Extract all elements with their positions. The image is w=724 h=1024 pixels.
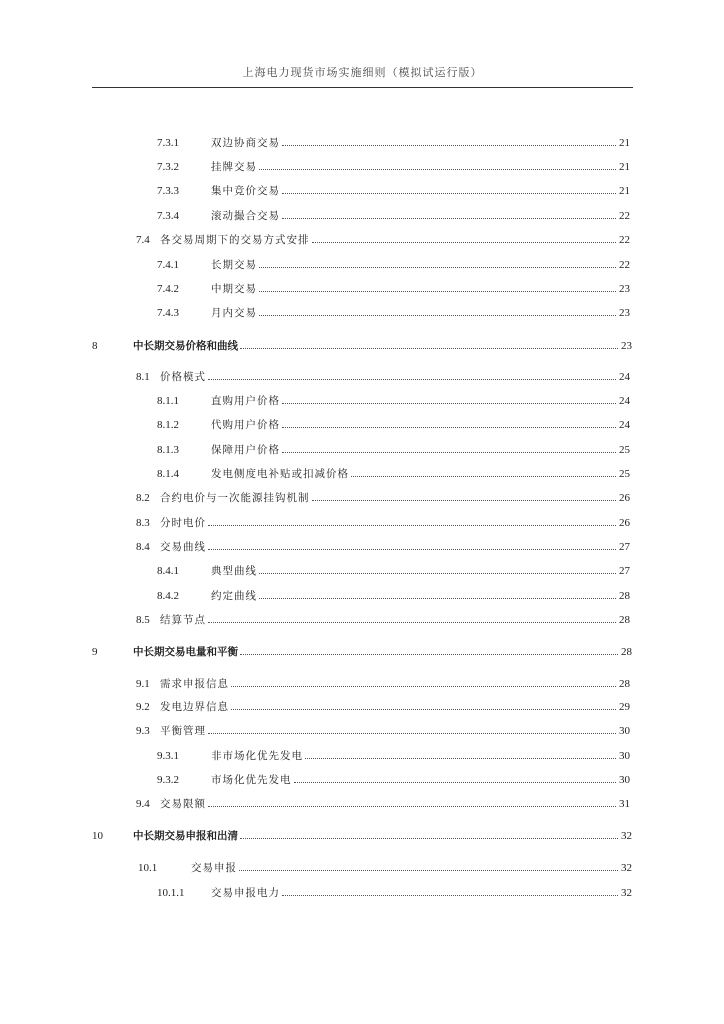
toc-entry-number: 8.5 — [136, 614, 150, 626]
toc-entry[interactable] — [157, 394, 630, 408]
toc-entry-title: 发电侧度电补贴或扣减价格 — [211, 468, 349, 480]
toc-entry[interactable] — [157, 773, 630, 787]
toc-entry-number: 8.2 — [136, 492, 150, 504]
toc-entry-number: 8.1.3 — [157, 444, 179, 456]
dot-leader — [208, 378, 616, 380]
toc-entry-number: 9.3 — [136, 725, 150, 737]
dot-leader — [259, 572, 616, 574]
dot-leader — [282, 426, 616, 428]
toc-entry[interactable] — [157, 589, 630, 603]
toc-entry-page: 30 — [619, 725, 630, 737]
dot-leader — [208, 732, 616, 734]
toc-entry-title: 集中竞价交易 — [211, 185, 280, 197]
toc-entry-number: 10.1 — [138, 862, 158, 874]
toc-entry-page: 21 — [619, 137, 630, 149]
toc-entry-page: 23 — [619, 307, 630, 319]
toc-entry-title: 典型曲线 — [211, 565, 257, 577]
toc-entry[interactable] — [136, 613, 630, 627]
dot-leader — [282, 144, 616, 146]
toc-entry-title: 滚动撮合交易 — [211, 210, 280, 222]
header-title: 上海电力现货市场实施细则（模拟试运行版） — [242, 66, 483, 79]
dot-leader — [208, 621, 616, 623]
toc-entry[interactable] — [136, 516, 630, 530]
dot-leader — [259, 597, 616, 599]
toc-entry-page: 25 — [619, 468, 630, 480]
dot-leader — [240, 347, 618, 349]
toc-entry-number: 9.3.2 — [157, 774, 179, 786]
toc-entry-page: 22 — [619, 210, 630, 222]
toc-entry-number: 7.4.3 — [157, 307, 179, 319]
toc-entry-page: 27 — [619, 565, 630, 577]
dot-leader — [240, 837, 618, 839]
toc-entry-title: 月内交易 — [211, 307, 257, 319]
dot-leader — [259, 168, 616, 170]
toc-entry-page: 28 — [621, 646, 632, 658]
toc-entry[interactable] — [136, 677, 630, 691]
toc-entry[interactable] — [136, 700, 630, 714]
toc-entry-number: 8 — [92, 340, 98, 352]
toc-entry[interactable] — [157, 306, 630, 320]
dot-leader — [231, 685, 616, 687]
toc-entry-number: 9.4 — [136, 798, 150, 810]
dot-leader — [259, 314, 616, 316]
dot-leader — [208, 805, 616, 807]
toc-entry-page: 28 — [619, 678, 630, 690]
toc-entry-number: 7.3.3 — [157, 185, 179, 197]
toc-entry-title: 需求申报信息 — [160, 678, 229, 690]
toc-entry-title: 发电边界信息 — [160, 701, 229, 713]
toc-entry-title: 平衡管理 — [160, 725, 206, 737]
dot-leader — [312, 241, 617, 243]
toc-entry-page: 26 — [619, 517, 630, 529]
toc-entry-title: 代购用户价格 — [211, 419, 280, 431]
toc-entry-number: 7.4.2 — [157, 283, 179, 295]
toc-entry-page: 23 — [619, 283, 630, 295]
toc-entry-number: 8.1.1 — [157, 395, 179, 407]
toc-entry[interactable] — [157, 184, 630, 198]
toc-entry[interactable] — [157, 282, 630, 296]
toc-entry-page: 28 — [619, 590, 630, 602]
dot-leader — [305, 757, 616, 759]
toc-entry-page: 30 — [619, 774, 630, 786]
toc-entry[interactable] — [157, 564, 630, 578]
dot-leader — [239, 869, 618, 871]
toc-entry-page: 24 — [619, 395, 630, 407]
toc-entry-page: 26 — [619, 492, 630, 504]
toc-entry-title: 中长期交易申报和出清 — [133, 830, 238, 842]
toc-entry[interactable] — [157, 209, 630, 223]
toc-entry-title: 交易申报电力 — [211, 887, 280, 899]
toc-entry-number: 7.4 — [136, 234, 150, 246]
toc-entry-number: 9.3.1 — [157, 750, 179, 762]
toc-entry-page: 31 — [619, 798, 630, 810]
toc-entry-number: 10.1.1 — [157, 887, 185, 899]
toc-entry-number: 8.4.1 — [157, 565, 179, 577]
toc-entry[interactable] — [157, 136, 630, 150]
toc-entry-title: 中长期交易电量和平衡 — [133, 646, 238, 658]
dot-leader — [282, 894, 618, 896]
toc-entry[interactable] — [92, 645, 632, 659]
toc-entry-number: 9.1 — [136, 678, 150, 690]
toc-entry-page: 32 — [621, 862, 632, 874]
toc-entry-number: 7.4.1 — [157, 259, 179, 271]
toc-entry-number: 8.1.4 — [157, 468, 179, 480]
toc-entry-title: 交易限额 — [160, 798, 206, 810]
toc-entry-title: 交易申报 — [191, 862, 237, 874]
toc-entry-number: 8.4.2 — [157, 590, 179, 602]
toc-entry-page: 32 — [621, 830, 632, 842]
toc-entry-page: 23 — [621, 340, 632, 352]
toc-entry[interactable] — [138, 861, 632, 875]
dot-leader — [208, 548, 616, 550]
toc-entry-page: 29 — [619, 701, 630, 713]
toc-entry[interactable] — [92, 829, 632, 843]
toc-entry-title: 市场化优先发电 — [211, 774, 292, 786]
toc-entry-page: 25 — [619, 444, 630, 456]
toc-entry-title: 结算节点 — [160, 614, 206, 626]
toc-entry-number: 7.3.2 — [157, 161, 179, 173]
toc-entry[interactable] — [157, 418, 630, 432]
toc-entry-title: 分时电价 — [160, 517, 206, 529]
toc-entry[interactable] — [136, 797, 630, 811]
toc-entry-title: 长期交易 — [211, 259, 257, 271]
toc-entry[interactable] — [136, 724, 630, 738]
dot-leader — [282, 217, 616, 219]
dot-leader — [259, 266, 616, 268]
toc-entry-page: 21 — [619, 161, 630, 173]
toc-entry-number: 8.1.2 — [157, 419, 179, 431]
toc-entry-page: 27 — [619, 541, 630, 553]
toc-entry-title: 约定曲线 — [211, 590, 257, 602]
dot-leader — [294, 781, 617, 783]
toc-entry-title: 合约电价与一次能源挂钩机制 — [160, 492, 310, 504]
toc-entry-page: 24 — [619, 371, 630, 383]
toc-entry[interactable] — [157, 160, 630, 174]
dot-leader — [282, 451, 616, 453]
toc-entry[interactable] — [136, 491, 630, 505]
toc-entry-number: 8.3 — [136, 517, 150, 529]
toc-entry[interactable] — [157, 467, 630, 481]
dot-leader — [351, 475, 616, 477]
toc-entry-title: 直购用户价格 — [211, 395, 280, 407]
toc-entry-title: 各交易周期下的交易方式安排 — [160, 234, 310, 246]
toc-entry-title: 中期交易 — [211, 283, 257, 295]
dot-leader — [282, 192, 616, 194]
dot-leader — [231, 708, 616, 710]
toc-entry-title: 价格模式 — [160, 371, 206, 383]
toc-entry-title: 非市场化优先发电 — [211, 750, 303, 762]
toc-entry-page: 24 — [619, 419, 630, 431]
toc-entry[interactable] — [136, 370, 630, 384]
toc-entry-title: 交易曲线 — [160, 541, 206, 553]
toc-entry[interactable] — [157, 443, 630, 457]
toc-entry-page: 22 — [619, 259, 630, 271]
toc-entry-page: 28 — [619, 614, 630, 626]
toc-entry-number: 9.2 — [136, 701, 150, 713]
dot-leader — [312, 499, 617, 501]
toc-entry-number: 8.4 — [136, 541, 150, 553]
toc-entry-page: 30 — [619, 750, 630, 762]
toc-entry-number: 7.3.4 — [157, 210, 179, 222]
toc-entry-page: 22 — [619, 234, 630, 246]
toc-entry-title: 中长期交易价格和曲线 — [133, 340, 238, 352]
toc-entry-title: 挂牌交易 — [211, 161, 257, 173]
toc-entry-page: 21 — [619, 185, 630, 197]
toc-entry[interactable] — [136, 540, 630, 554]
toc-entry-number: 7.3.1 — [157, 137, 179, 149]
dot-leader — [259, 290, 616, 292]
toc-entry[interactable] — [157, 886, 632, 900]
toc-entry-page: 32 — [621, 887, 632, 899]
toc-entry-number: 8.1 — [136, 371, 150, 383]
dot-leader — [240, 653, 618, 655]
toc-entry[interactable] — [136, 233, 630, 247]
toc-entry[interactable] — [157, 258, 630, 272]
toc-entry-title: 双边协商交易 — [211, 137, 280, 149]
page-header — [92, 64, 633, 88]
dot-leader — [282, 402, 616, 404]
dot-leader — [208, 524, 616, 526]
toc-entry[interactable] — [92, 339, 632, 353]
toc-entry[interactable] — [157, 749, 630, 763]
toc-entry-number: 10 — [92, 830, 103, 842]
toc-entry-title: 保障用户价格 — [211, 444, 280, 456]
toc-entry-number: 9 — [92, 646, 98, 658]
